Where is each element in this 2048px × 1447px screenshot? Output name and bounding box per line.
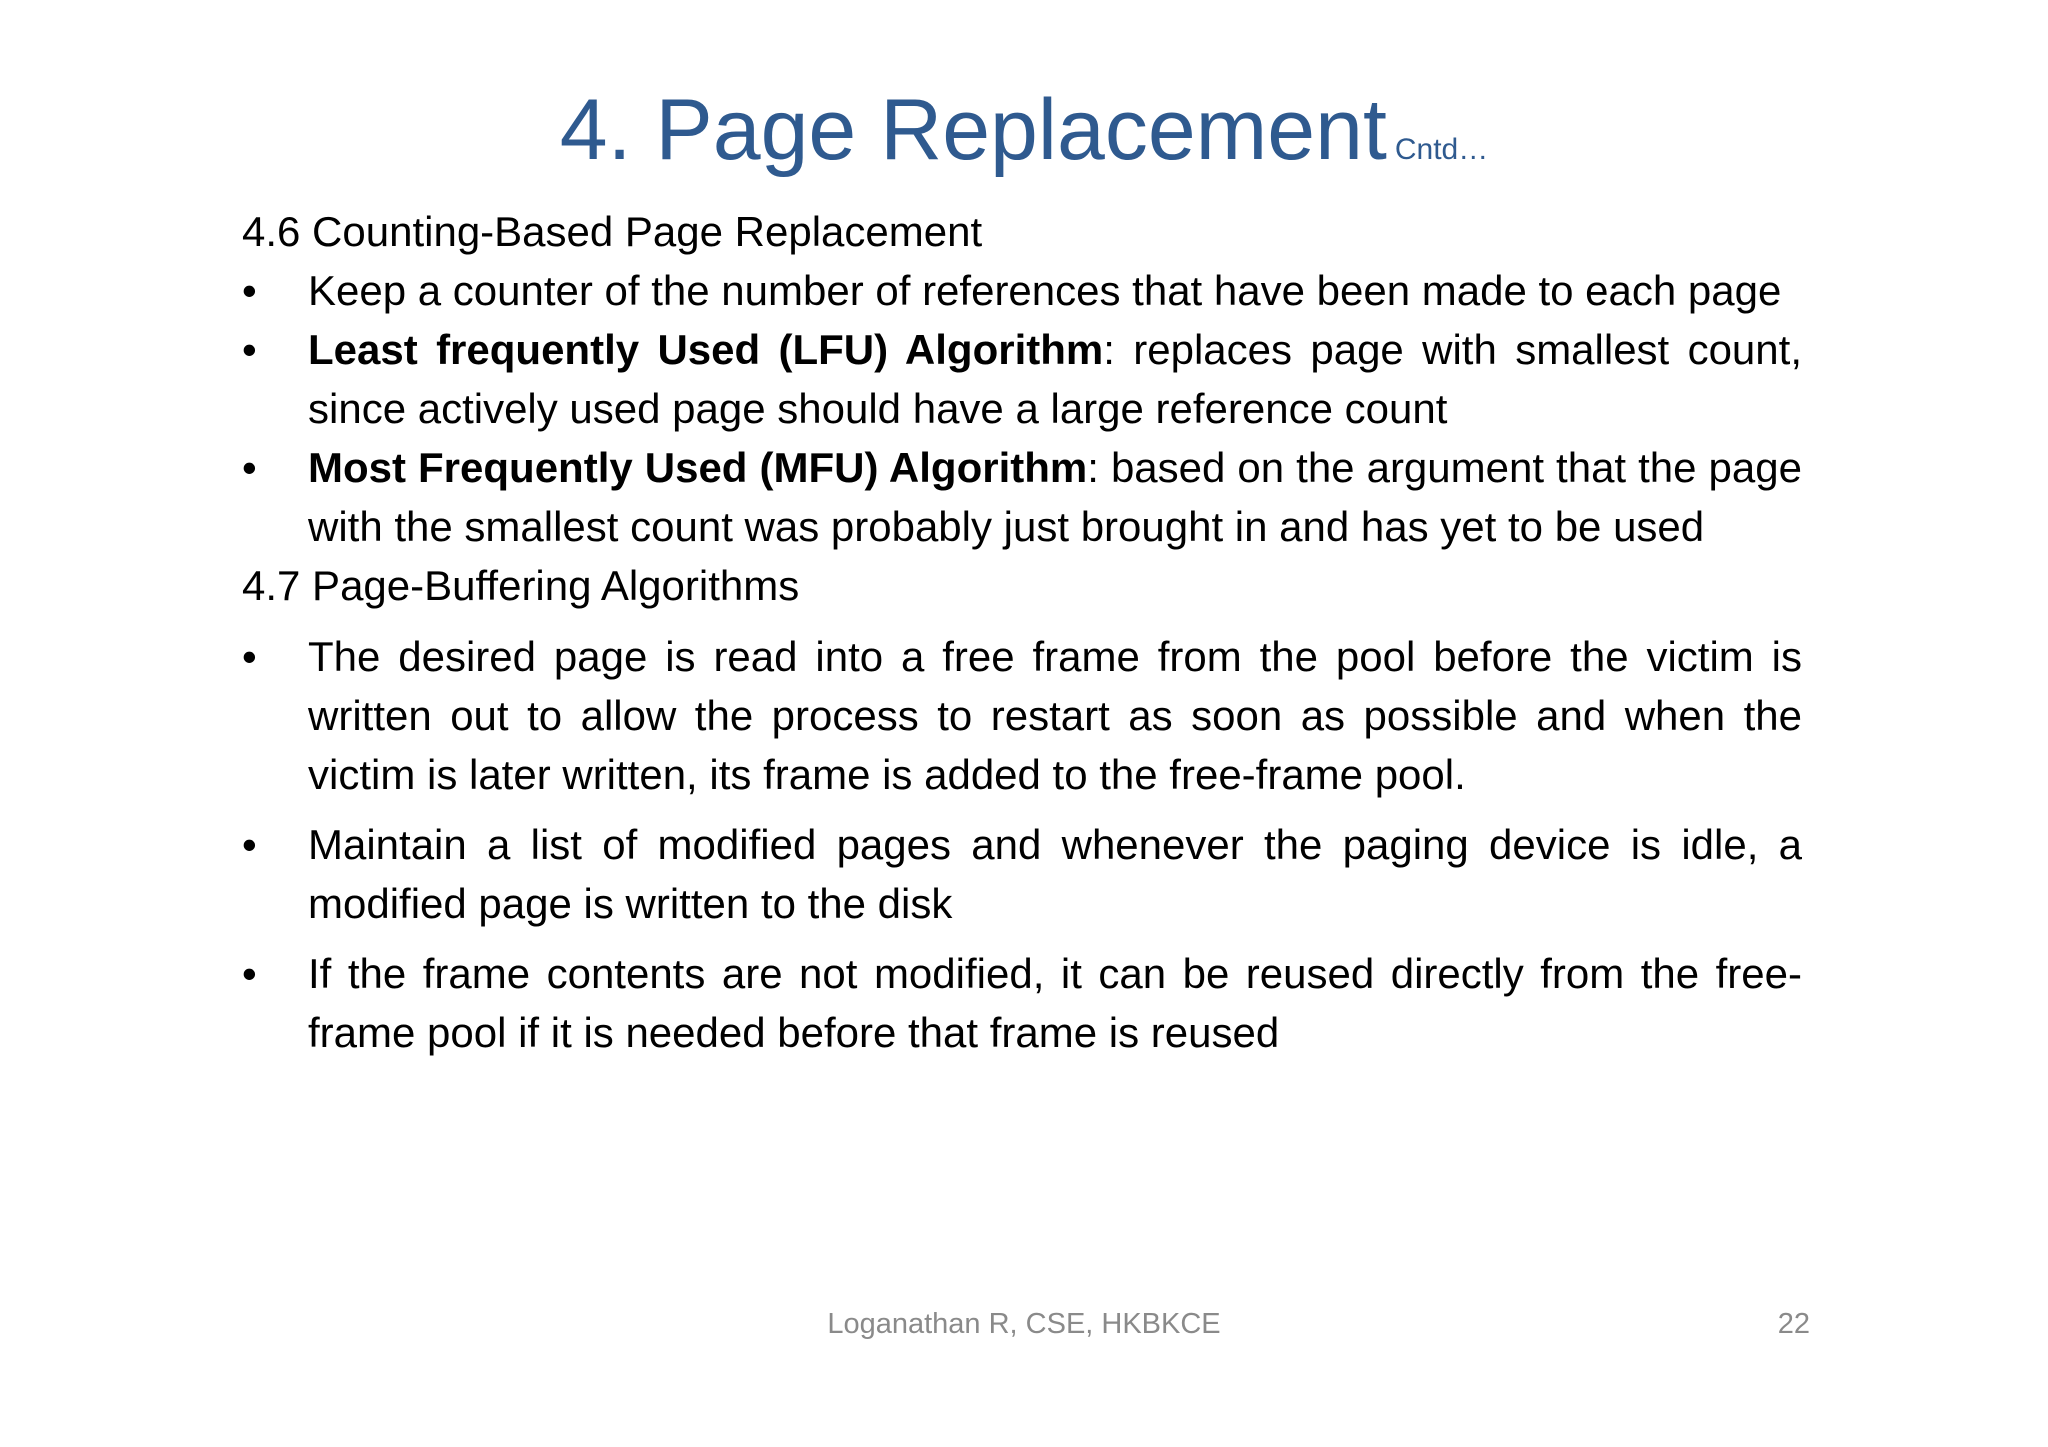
bullet-lead-mfu: Most Frequently Used (MFU) Algorithm bbox=[308, 444, 1088, 491]
bullet-dot-icon: • bbox=[242, 326, 257, 373]
bullet-text: If the frame contents are not modified, it can be reused directly from the free-frame pool if it is needed before that frame is reused bbox=[308, 950, 1802, 1056]
section-heading-page-buffering: 4.7 Page-Buffering Algorithms bbox=[242, 562, 800, 609]
slide-title bbox=[0, 80, 2048, 180]
bullet-text: The desired page is read into a free frame from the pool before the victim is written out to allow the process to restart as soon as possible and when the victim is later written, its frame is added to the free-frame pool. bbox=[308, 633, 1802, 798]
bullet-lead-lfu: Least frequently Used (LFU) Algorithm bbox=[308, 326, 1104, 373]
slide-title-suffix: Cntd… bbox=[1394, 133, 1489, 166]
slide-content bbox=[242, 202, 1802, 1062]
bullet-dot-icon: • bbox=[242, 821, 257, 868]
bullet-item bbox=[242, 627, 1802, 804]
slide-title-main: 4. Page Replacement bbox=[559, 82, 1387, 178]
bullet-text: : based on the argument that the page with the smallest count was probably just brought in and has yet to be used bbox=[308, 444, 1802, 550]
section-heading-counting-based: 4.6 Counting-Based Page Replacement bbox=[242, 208, 983, 255]
bullet-item bbox=[242, 438, 1802, 556]
bullet-dot-icon: • bbox=[242, 267, 257, 314]
bullet-text: : replaces page with smallest count, since actively used page should have a large reference count bbox=[308, 326, 1802, 432]
footer-author: Loganathan R, CSE, HKBKCE bbox=[827, 1308, 1221, 1340]
bullet-dot-icon: • bbox=[242, 950, 257, 997]
footer-page-number: 22 bbox=[1777, 1308, 1810, 1340]
bullet-item bbox=[242, 815, 1802, 933]
bullet-text: Keep a counter of the number of references that have been made to each page bbox=[308, 267, 1782, 314]
bullet-dot-icon: • bbox=[242, 633, 257, 680]
bullet-item bbox=[242, 320, 1802, 438]
bullet-dot-icon: • bbox=[242, 444, 257, 491]
bullet-item bbox=[242, 944, 1802, 1062]
bullet-item bbox=[242, 261, 1802, 320]
bullet-text: Maintain a list of modified pages and whenever the paging device is idle, a modified page is written to the disk bbox=[308, 821, 1802, 927]
